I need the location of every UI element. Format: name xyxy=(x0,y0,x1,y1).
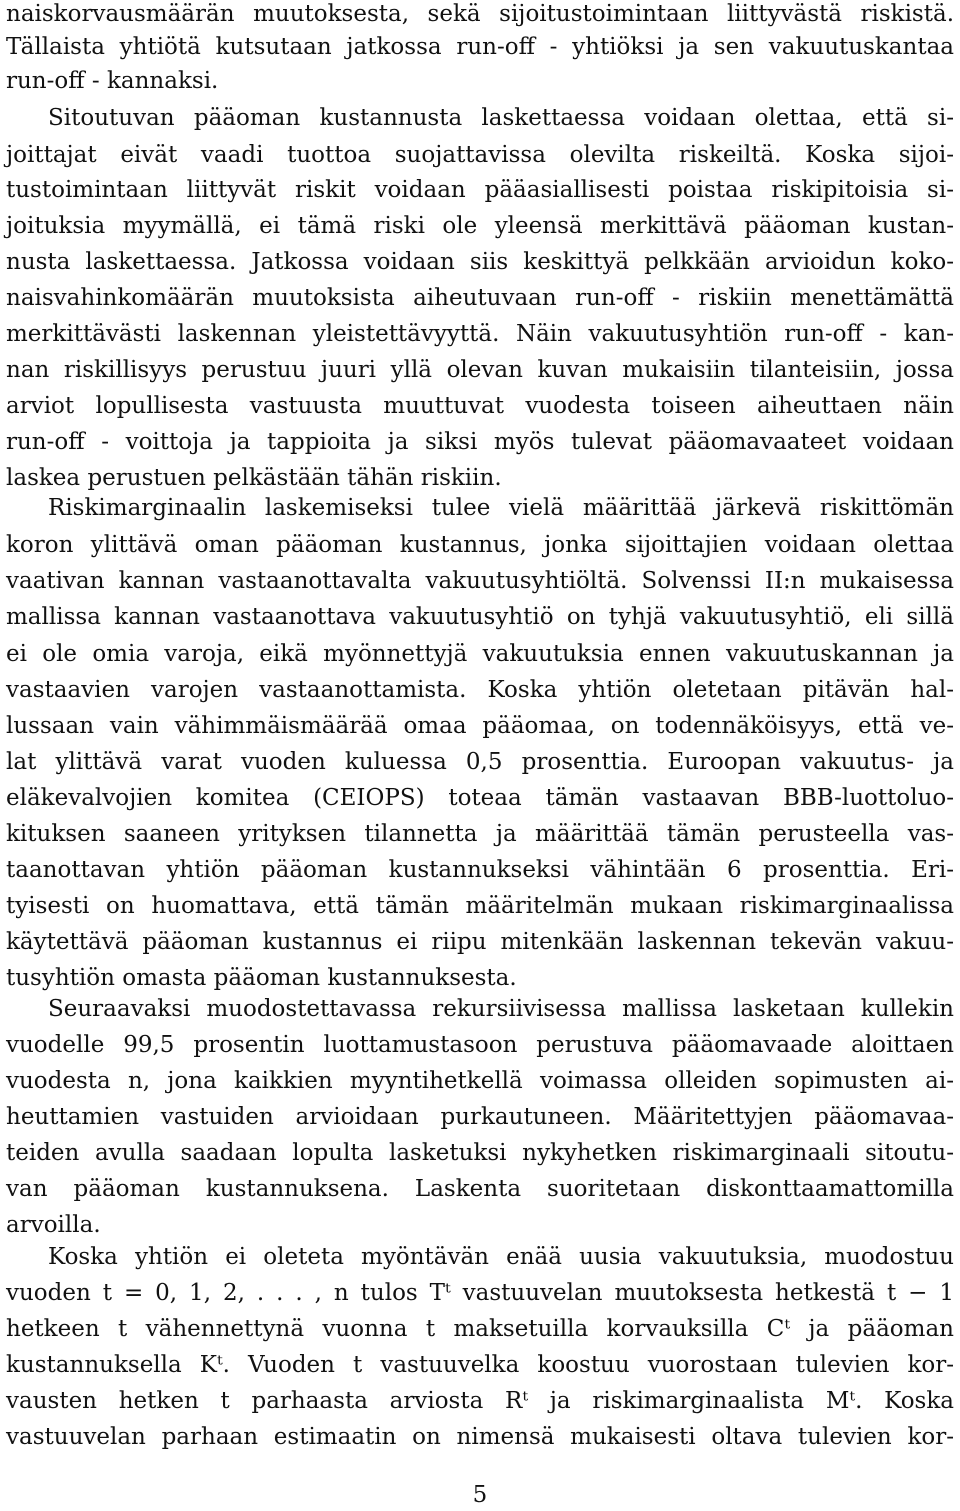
text-line: van pääoman kustannuksena. Laskenta suoritetaan diskonttaamattomilla xyxy=(6,1176,954,1202)
text-line: Riskimarginaalin laskemiseksi tulee vielä määrittää järkevä riskittömän xyxy=(48,495,954,521)
text-line: run-off - kannaksi. xyxy=(6,68,219,94)
text-line: tusyhtiön omasta pääoman kustannuksesta. xyxy=(6,965,517,991)
text-line: naisvahinkomäärän muutoksista aiheutuvaan run-off - riskiin menettämättä xyxy=(6,285,954,311)
text-line: Seuraavaksi muodostettavassa rekursiivisessa mallissa lasketaan kullekin xyxy=(48,996,954,1022)
text-line: joituksia myymällä, ei tämä riski ole yleensä merkittävä pääoman kustan- xyxy=(6,213,954,239)
text-line: vuodesta n, jona kaikkien myyntihetkellä voimassa olleiden sopimusten ai- xyxy=(6,1068,954,1094)
text-line: ei ole omia varoja, eikä myönnettyjä vakuutuksia ennen vakuutuskannan ja xyxy=(6,641,954,667)
text-line: teiden avulla saadaan lopulta lasketuksi nykyhetken riskimarginaali sitoutu- xyxy=(6,1140,954,1166)
text-line: Sitoutuvan pääoman kustannusta laskettaessa voidaan olettaa, että si- xyxy=(48,105,954,131)
text-line: nan riskillisyys perustuu juuri yllä olevan kuvan mukaisiin tilanteisiin, jossa xyxy=(6,357,954,383)
text-line: koron ylittävä oman pääoman kustannus, jonka sijoittajien voidaan olettaa xyxy=(6,532,954,558)
text-line: arviot lopullisesta vastuusta muuttuvat vuodesta toiseen aiheuttaen näin xyxy=(6,393,954,419)
text-line: heuttamien vastuiden arvioidaan purkautuneen. Määritettyjen pääomavaa- xyxy=(6,1104,954,1130)
text-line: lussaan vain vähimmäismäärää omaa pääomaa, on todennäköisyys, että ve- xyxy=(6,713,954,739)
text-line: vuoden t = 0, 1, 2, . . . , n tulos Tᵗ vastuuvelan muutoksesta hetkestä t − 1 xyxy=(6,1280,954,1306)
text-line: naiskorvausmäärän muutoksesta, sekä sijoitustoimintaan liittyvästä riskistä. xyxy=(6,1,954,27)
text-line: taanottavan yhtiön pääoman kustannukseksi vähintään 6 prosenttia. Eri- xyxy=(6,857,954,883)
text-line: kustannuksella Kᵗ. Vuoden t vastuuvelka koostuu vuorostaan tulevien kor- xyxy=(6,1352,954,1378)
text-line: vausten hetken t parhaasta arviosta Rᵗ ja riskimarginaalista Mᵗ. Koska xyxy=(6,1388,954,1414)
text-line: run-off - voittoja ja tappioita ja siksi myös tulevat pääomavaateet voidaan xyxy=(6,429,954,455)
text-line: tyisesti on huomattava, että tämän määritelmän mukaan riskimarginaalissa xyxy=(6,893,954,919)
text-line: vaativan kannan vastaanottavalta vakuutusyhtiöltä. Solvenssi II:n mukaisessa xyxy=(6,568,954,594)
text-line: merkittävästi laskennan yleistettävyyttä. Näin vakuutusyhtiön run-off - kan- xyxy=(6,321,954,347)
text-line: Tällaista yhtiötä kutsutaan jatkossa run-off - yhtiöksi ja sen vakuutuskantaa xyxy=(6,34,954,60)
text-line: eläkevalvojien komitea (CEIOPS) toteaa tämän vastaavan BBB-luottoluo- xyxy=(6,785,954,811)
text-line: mallissa kannan vastaanottava vakuutusyhtiö on tyhjä vakuutusyhtiö, eli sillä xyxy=(6,604,954,630)
text-line: joittajat eivät vaadi tuottoa suojattavissa olevilta riskeiltä. Koska sijoi- xyxy=(6,142,954,168)
text-line: Koska yhtiön ei oleteta myöntävän enää uusia vakuutuksia, muodostuu xyxy=(48,1244,954,1270)
text-line: käytettävä pääoman kustannus ei riipu mitenkään laskennan tekevän vakuu- xyxy=(6,929,954,955)
text-line: arvoilla. xyxy=(6,1212,101,1238)
text-line: vastaavien varojen vastaanottamista. Koska yhtiön oletetaan pitävän hal- xyxy=(6,677,954,703)
text-line: lat ylittävä varat vuoden kuluessa 0,5 prosenttia. Euroopan vakuutus- ja xyxy=(6,749,954,775)
text-line: hetkeen t vähennettynä vuonna t maksetuilla korvauksilla Cᵗ ja pääoman xyxy=(6,1316,954,1342)
text-line: vastuuvelan parhaan estimaatin on nimensä mukaisesti oltava tulevien kor- xyxy=(6,1424,954,1450)
text-line: nusta laskettaessa. Jatkossa voidaan siis keskittyä pelkkään arvioidun koko- xyxy=(6,249,954,275)
page-number: 5 xyxy=(472,1482,488,1508)
text-line: tustoimintaan liittyvät riskit voidaan pääasiallisesti poistaa riskipitoisia si- xyxy=(6,177,954,203)
text-line: vuodelle 99,5 prosentin luottamustasoon perustuva pääomavaade aloittaen xyxy=(6,1032,954,1058)
text-line: kituksen saaneen yrityksen tilannetta ja määrittää tämän perusteella vas- xyxy=(6,821,954,847)
text-line: laskea perustuen pelkästään tähän riskiin. xyxy=(6,465,502,491)
